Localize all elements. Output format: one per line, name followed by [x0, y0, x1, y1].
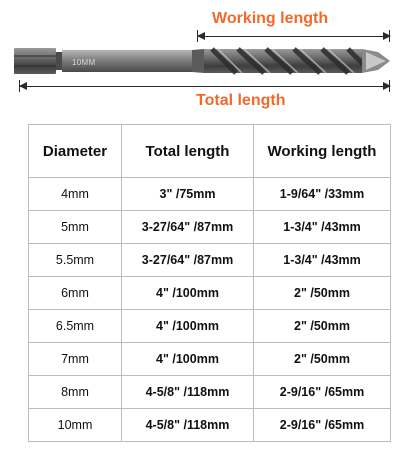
cell-working-length: 1-3/4" /43mm: [254, 244, 391, 277]
cell-total-length: 4" /100mm: [122, 277, 254, 310]
cell-total-length: 4-5/8" /118mm: [122, 409, 254, 442]
cell-working-length: 1-3/4" /43mm: [254, 211, 391, 244]
table-row: [29, 310, 391, 343]
cell-working-length: 2" /50mm: [254, 277, 391, 310]
arrow-left-icon: [19, 82, 27, 90]
table-row: [29, 376, 391, 409]
cell-diameter: 5mm: [29, 211, 122, 244]
drill-bit-diagram: [0, 0, 416, 122]
cell-diameter: 4mm: [29, 178, 122, 211]
cell-total-length: 3" /75mm: [122, 178, 254, 211]
cell-diameter: 7mm: [29, 343, 122, 376]
table-row: [29, 343, 391, 376]
size-spec-table: [28, 124, 391, 442]
table-row: [29, 244, 391, 277]
table-row: [29, 211, 391, 244]
total-length-tick-left: [19, 80, 20, 92]
working-length-tick-left: [197, 30, 198, 42]
cell-total-length: 4" /100mm: [122, 310, 254, 343]
cell-working-length: 2-9/16" /65mm: [254, 376, 391, 409]
cell-diameter: 5.5mm: [29, 244, 122, 277]
table-row: [29, 409, 391, 442]
cell-working-length: 1-9/64" /33mm: [254, 178, 391, 211]
total-length-tick-right: [389, 80, 390, 92]
table-header-row: [29, 125, 391, 178]
header-total-length: Total length: [122, 125, 254, 178]
table-row: [29, 178, 391, 211]
drill-bit-image: [14, 44, 394, 80]
cell-total-length: 4-5/8" /118mm: [122, 376, 254, 409]
cell-diameter: 6mm: [29, 277, 122, 310]
cell-working-length: 2" /50mm: [254, 310, 391, 343]
header-diameter: Diameter: [29, 125, 122, 178]
cell-total-length: 3-27/64" /87mm: [122, 211, 254, 244]
header-working-length: Working length: [254, 125, 391, 178]
cell-diameter: 10mm: [29, 409, 122, 442]
table-row: [29, 277, 391, 310]
working-length-label: Working length: [212, 10, 329, 27]
cell-working-length: 2" /50mm: [254, 343, 391, 376]
cell-diameter: 6.5mm: [29, 310, 122, 343]
working-length-tick-right: [389, 30, 390, 42]
bit-size-marking: 10MM: [72, 58, 96, 67]
arrow-left-icon: [197, 32, 205, 40]
cell-total-length: 4" /100mm: [122, 343, 254, 376]
cell-diameter: 8mm: [29, 376, 122, 409]
cell-total-length: 3-27/64" /87mm: [122, 244, 254, 277]
total-length-dimension-line: [20, 86, 390, 87]
working-length-dimension-line: [198, 36, 390, 37]
cell-working-length: 2-9/16" /65mm: [254, 409, 391, 442]
total-length-label: Total length: [196, 92, 286, 109]
